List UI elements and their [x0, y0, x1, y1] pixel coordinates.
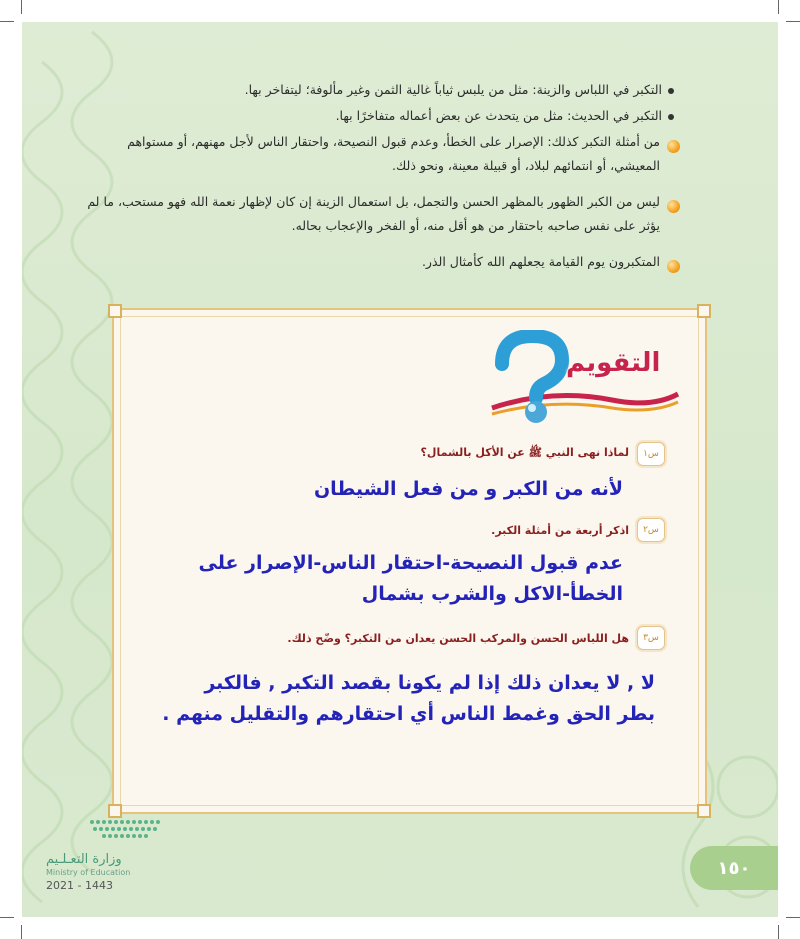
crop-mark: [786, 21, 800, 22]
question-badge: س٢: [637, 518, 665, 542]
paragraph-line: يؤثر على نفس صاحبه باحتقار من هو أقل منه، أو الفخر والإعجاب بحاله.: [291, 218, 660, 233]
orange-bullet-icon: [667, 140, 680, 153]
crop-mark: [21, 925, 22, 939]
answer-line: عدم قبول النصيحة-احتقار الناس-الإصرار على: [198, 552, 623, 574]
ministry-name-ar: وزارة التعـلـيم: [46, 852, 122, 867]
edition-year: 2021 - 1443: [46, 879, 113, 892]
orange-bullet-icon: [667, 260, 680, 273]
bullet-text: التكبر في الحديث: مثل من يتحدث عن بعض أعماله متفاخرًا بها.: [335, 108, 662, 123]
answer-1: [314, 474, 623, 505]
bullet-text: التكبر في اللباس والزينة: مثل من يلبس ثياباً غالية الثمن وغير مألوفة؛ ليتفاخر بها.: [244, 82, 662, 97]
orange-bullet-icon: [667, 200, 680, 213]
frame-corner-icon: [108, 304, 122, 318]
dots-logo-icon: [86, 816, 176, 842]
crop-mark: [0, 917, 14, 918]
bullet-item: [114, 78, 674, 102]
crop-mark: [21, 0, 22, 14]
paragraph-line: من أمثلة التكبر كذلك: الإصرار على الخطأ، وعدم قبول النصيحة، واحتقار الناس لأجل مهنهم، أو مستواهم: [127, 134, 660, 149]
paragraph: [80, 250, 660, 274]
question-badge: س١: [637, 442, 665, 466]
ministry-name-en: Ministry of Education: [46, 868, 131, 877]
paragraph: [80, 130, 660, 178]
crop-mark: [778, 0, 779, 14]
question-text: اذكر أربعة من أمثلة الكبر.: [491, 523, 629, 537]
page-number: ١٥٠: [690, 846, 778, 890]
textbook-page: [22, 22, 778, 917]
question-badge: س٣: [637, 626, 665, 650]
bullet-item: [114, 104, 674, 128]
answer-line: الخطأ-الاكل والشرب بشمال: [361, 583, 623, 605]
paragraph-line: ليس من الكبر الظهور بالمظهر الحسن والتجمل، بل استعمال الزينة إن كان لإظهار نعمة الله فهو مستحب، ما لم: [87, 194, 660, 209]
ministry-logo: [46, 816, 176, 892]
evaluation-box: [112, 308, 707, 814]
question-text: لماذا نهى النبي ﷺ عن الأكل بالشمال؟: [420, 446, 629, 459]
answer-3: [162, 668, 655, 730]
bullet-dot-icon: [668, 114, 674, 120]
paragraph-line: المتكبرون يوم القيامة يجعلهم الله كأمثال الذر.: [421, 254, 660, 269]
paragraph-line: المعيشي، أو انتمائهم لبلاد، أو قبيلة معينة، ونحو ذلك.: [392, 158, 660, 173]
question-text: هل اللباس الحسن والمركب الحسن يعدان من التكبر؟ وضّح ذلك.: [287, 631, 629, 645]
question-2: [491, 518, 665, 542]
frame-corner-icon: [697, 304, 711, 318]
answer-line: لأنه من الكبر و من فعل الشيطان: [313, 478, 623, 500]
answer-line: لا , لا يعدان ذلك إذا لم يكونا بقصد التكبر , فالكبر: [204, 672, 655, 694]
crop-mark: [778, 925, 779, 939]
crop-mark: [786, 917, 800, 918]
question-mark-icon: [482, 330, 682, 426]
bullet-dot-icon: [668, 88, 674, 94]
answer-2: [198, 548, 623, 610]
question-1: [421, 442, 665, 466]
frame-corner-icon: [697, 804, 711, 818]
answer-line: بطر الحق وغمط الناس أي احتقارهم والتقليل منهم .: [162, 703, 655, 725]
evaluation-title: التقويم: [566, 348, 661, 378]
crop-mark: [0, 21, 14, 22]
paragraph: [80, 190, 660, 238]
question-3: [287, 626, 665, 650]
